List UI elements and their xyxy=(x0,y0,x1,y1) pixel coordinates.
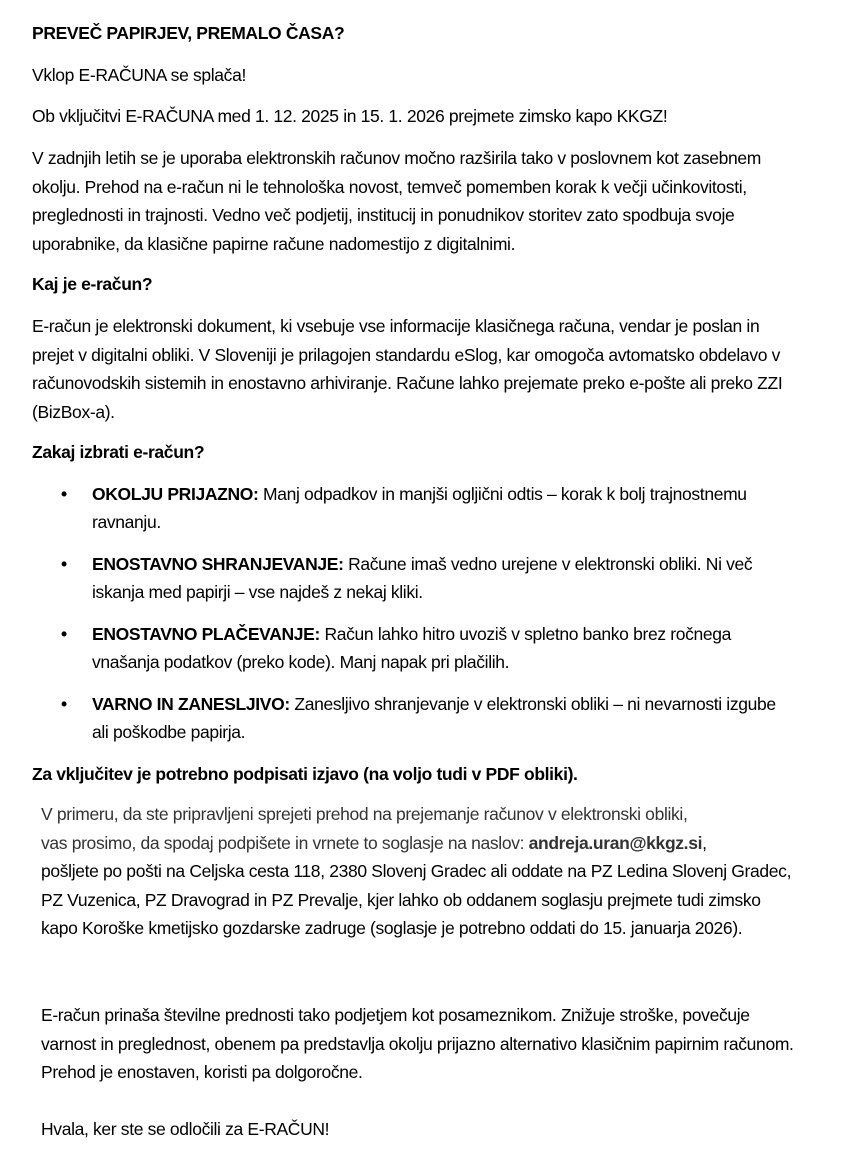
instructions-line-2: vas prosimo, da spodaj podpišete in vrnete to soglasje na naslov: xyxy=(41,832,529,853)
benefit-text: Račune imaš vedno urejene v elektronski obliki. Ni več iskanja med papirji – vse najdeš z nekaj kliki. xyxy=(92,554,753,602)
bullet-icon: • xyxy=(61,554,67,574)
benefits-summary: E-račun prinaša številne prednosti tako podjetjem kot posameznikom. Znižuje stroške, povečuje varnost in preglednost, obenem pa predstavlja okolju prijazno alternativo klasičnim papirnim računom. Prehod je enostaven, koristi pa dolgoročne. xyxy=(41,1005,794,1082)
what-is-paragraph: E-račun je elektronski dokument, ki vsebuje vse informacije klasičnega računa, vendar je poslan in prejet v digitalni obliki. V Sloveniji je prilagojen standardu eSlog, kar omogoča avtomatsko obdelavo v računovodskih sistemih in enostavno arhiviranje. Račune lahko prejemate preko e-pošte ali preko ZZI (BizBox-a). xyxy=(32,316,783,422)
instructions-rest: pošljete po pošti na Celjska cesta 118, 2380 Slovenj Gradec ali oddate na PZ Ledina Slovenj Gradec, PZ Vuzenica, PZ Dravograd in PZ Prevalje, kjer lahko ob oddanem soglasju prejmete tudi zimsko kapo Koroške kmetijsko gozdarske zadruge (soglasje je potrebno oddati do 15. januarja 2026). xyxy=(41,861,792,938)
bullet-icon: • xyxy=(61,694,67,714)
bullet-icon: • xyxy=(61,624,67,644)
benefit-label: VARNO IN ZANESLJIVO: xyxy=(92,694,290,714)
instructions-line-1: V primeru, da ste pripravljeni sprejeti prehod na prejemanje računov v elektronski obliki, xyxy=(41,804,688,824)
benefit-item xyxy=(32,480,792,536)
benefit-item xyxy=(32,620,792,676)
contact-email-link[interactable]: andreja.uran@kkgz.si xyxy=(528,832,703,853)
bullet-icon: • xyxy=(61,484,67,504)
thanks-text: Hvala, ker ste se odločili za E-RAČUN! xyxy=(41,1119,330,1139)
instructions-comma: , xyxy=(702,832,707,853)
benefits-list xyxy=(32,480,792,760)
benefit-label: ENOSTAVNO SHRANJEVANJE: xyxy=(92,554,344,574)
intro-paragraph: V zadnjih letih se je uporaba elektronskih računov močno razširila tako v poslovnem kot zasebnem okolju. Prehod na e-račun ni le tehnološka novost, temveč pomemben korak k večji učinkovitosti, preglednosti in trajnosti. Vedno več podjetij, institucij in ponudnikov storitev zato spodbuja svoje uporabnike, da klasične papirne račune nadomestijo z digitalnimi. xyxy=(32,148,762,254)
signature-heading: Za vključitev je potrebno podpisati izjavo (na voljo tudi v PDF obliki). xyxy=(32,764,578,784)
benefit-text: Račun lahko hitro uvoziš v spletno banko brez ročnega vnašanja podatkov (preko kode). Manj napak pri plačilih. xyxy=(92,624,732,672)
benefit-label: ENOSTAVNO PLAČEVANJE: xyxy=(92,624,320,644)
benefit-text: Manj odpadkov in manjši ogljični odtis – korak k bolj trajnostnemu ravnanju. xyxy=(92,484,747,532)
document-title: PREVEČ PAPIRJEV, PREMALO ČASA? xyxy=(32,23,345,43)
benefit-text: Zanesljivo shranjevanje v elektronski obliki – ni nevarnosti izgube ali poškodbe papirja. xyxy=(92,694,776,742)
benefit-label: OKOLJU PRIJAZNO: xyxy=(92,484,259,504)
benefit-item xyxy=(32,550,792,606)
benefit-item xyxy=(32,690,792,746)
what-is-heading: Kaj je e-račun? xyxy=(32,274,153,294)
tagline: Vklop E-RAČUNA se splača! xyxy=(32,65,246,85)
instructions-paragraph xyxy=(41,800,801,943)
why-choose-heading: Zakaj izbrati e-račun? xyxy=(32,442,205,462)
promo-text: Ob vključitvi E-RAČUNA med 1. 12. 2025 in 15. 1. 2026 prejmete zimsko kapo KKGZ! xyxy=(32,106,668,126)
